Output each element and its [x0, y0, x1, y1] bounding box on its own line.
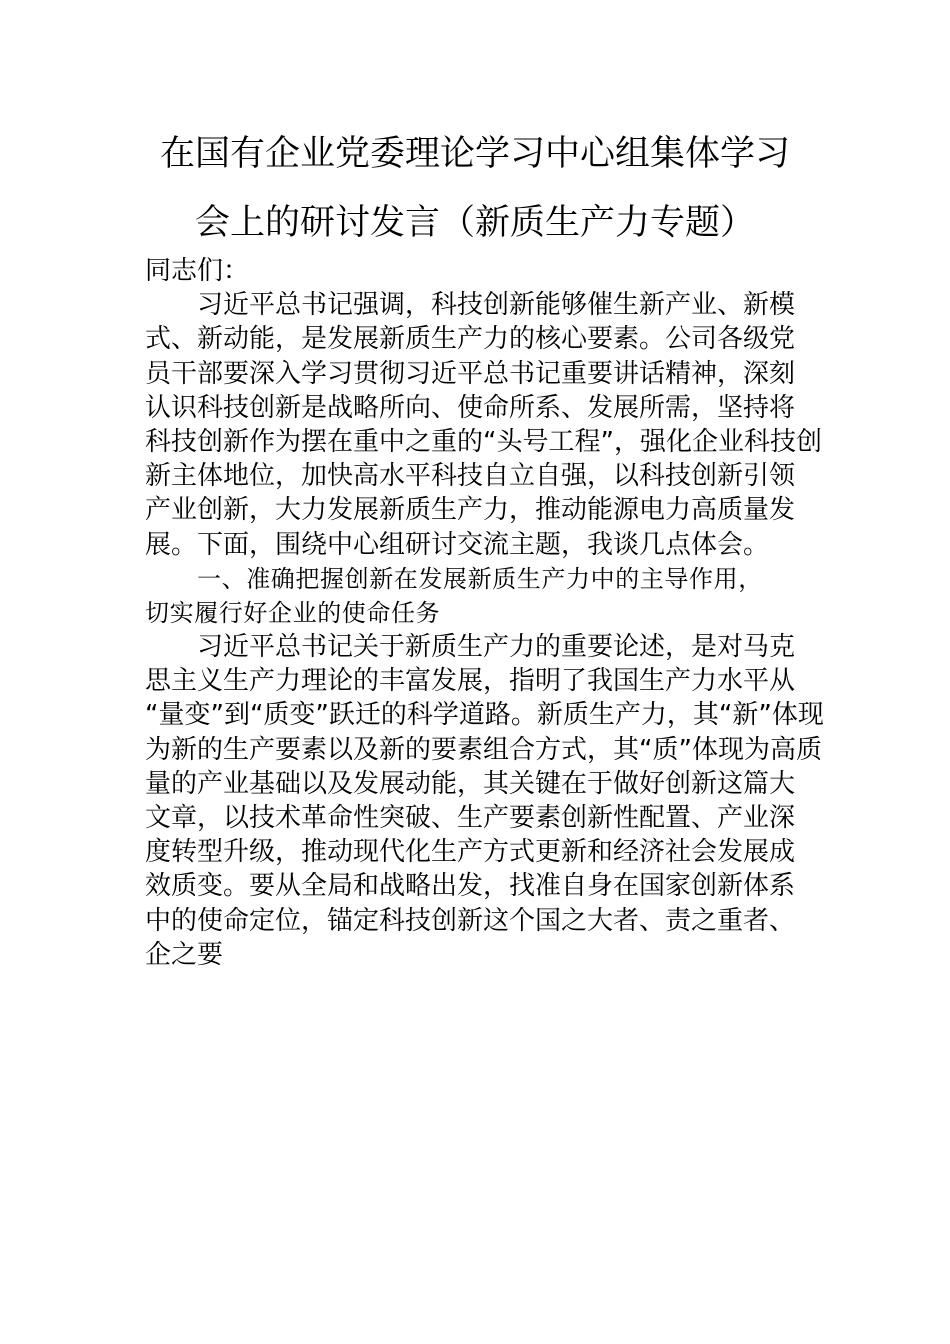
paragraph-1-line: 认识科技创新是战略所向、使命所系、发展所需，坚持将: [145, 392, 796, 423]
paragraph-1-line: 新主体地位，加快高水平科技自立自强，以科技创新引领: [145, 461, 796, 492]
paragraph-2-line: 度转型升级，推动现代化生产方式更新和经济社会发展成: [145, 837, 796, 868]
document-title-line-2: 会上的研讨发言（新质生产力专题）: [194, 203, 755, 243]
paragraph-1-line: 产业创新，大力发展新质生产力，推动能源电力高质量发: [145, 495, 796, 526]
paragraph-1-line: 员干部要深入学习贯彻习近平总书记重要讲话精神，深刻: [145, 358, 796, 389]
section-heading-1-line: 切实履行好企业的使命任务: [145, 598, 441, 627]
paragraph-2-line: 习近平总书记关于新质生产力的重要论述，是对马克: [197, 632, 796, 663]
paragraph-1-line: 习近平总书记强调，科技创新能够催生新产业、新模: [197, 290, 796, 321]
paragraph-1-line: 科技创新作为摆在重中之重的“头号工程”，强化企业科技创: [145, 426, 822, 457]
paragraph-2-line: “量变”到“质变”跃迁的科学道路。新质生产力，其“新”体现: [145, 700, 824, 731]
paragraph-2-line: 思主义生产力理论的丰富发展，指明了我国生产力水平从: [145, 666, 796, 697]
salutation: 同志们：: [145, 256, 250, 286]
document-title-line-1: 在国有企业党委理论学习中心组集体学习: [159, 134, 790, 174]
paragraph-2-line: 文章，以技术革命性突破、生产要素创新性配置、产业深: [145, 803, 796, 833]
paragraph-2-line: 效质变。要从全局和战略出发，找准自身在国家创新体系: [145, 871, 796, 902]
paragraph-2-line: 量的产业基础以及发展动能，其关键在于做好创新这篇大: [145, 768, 796, 799]
document-body: [145, 254, 824, 972]
paragraph-1-line: 展。下面，围绕中心组研讨交流主题，我谈几点体会。: [145, 529, 770, 560]
paragraph-2-line: 为新的生产要素以及新的要素组合方式，其“质”体现为高质: [145, 734, 822, 765]
paragraph-1-line: 式、新动能，是发展新质生产力的核心要素。公司各级党: [145, 324, 796, 355]
section-heading-1-line: 一、准确把握创新在发展新质生产力中的主导作用，: [197, 564, 763, 593]
paragraph-2-line: 中的使命定位，锚定科技创新这个国之大者、责之重者、: [145, 905, 796, 936]
paragraph-2-line: 企之要: [145, 939, 224, 970]
